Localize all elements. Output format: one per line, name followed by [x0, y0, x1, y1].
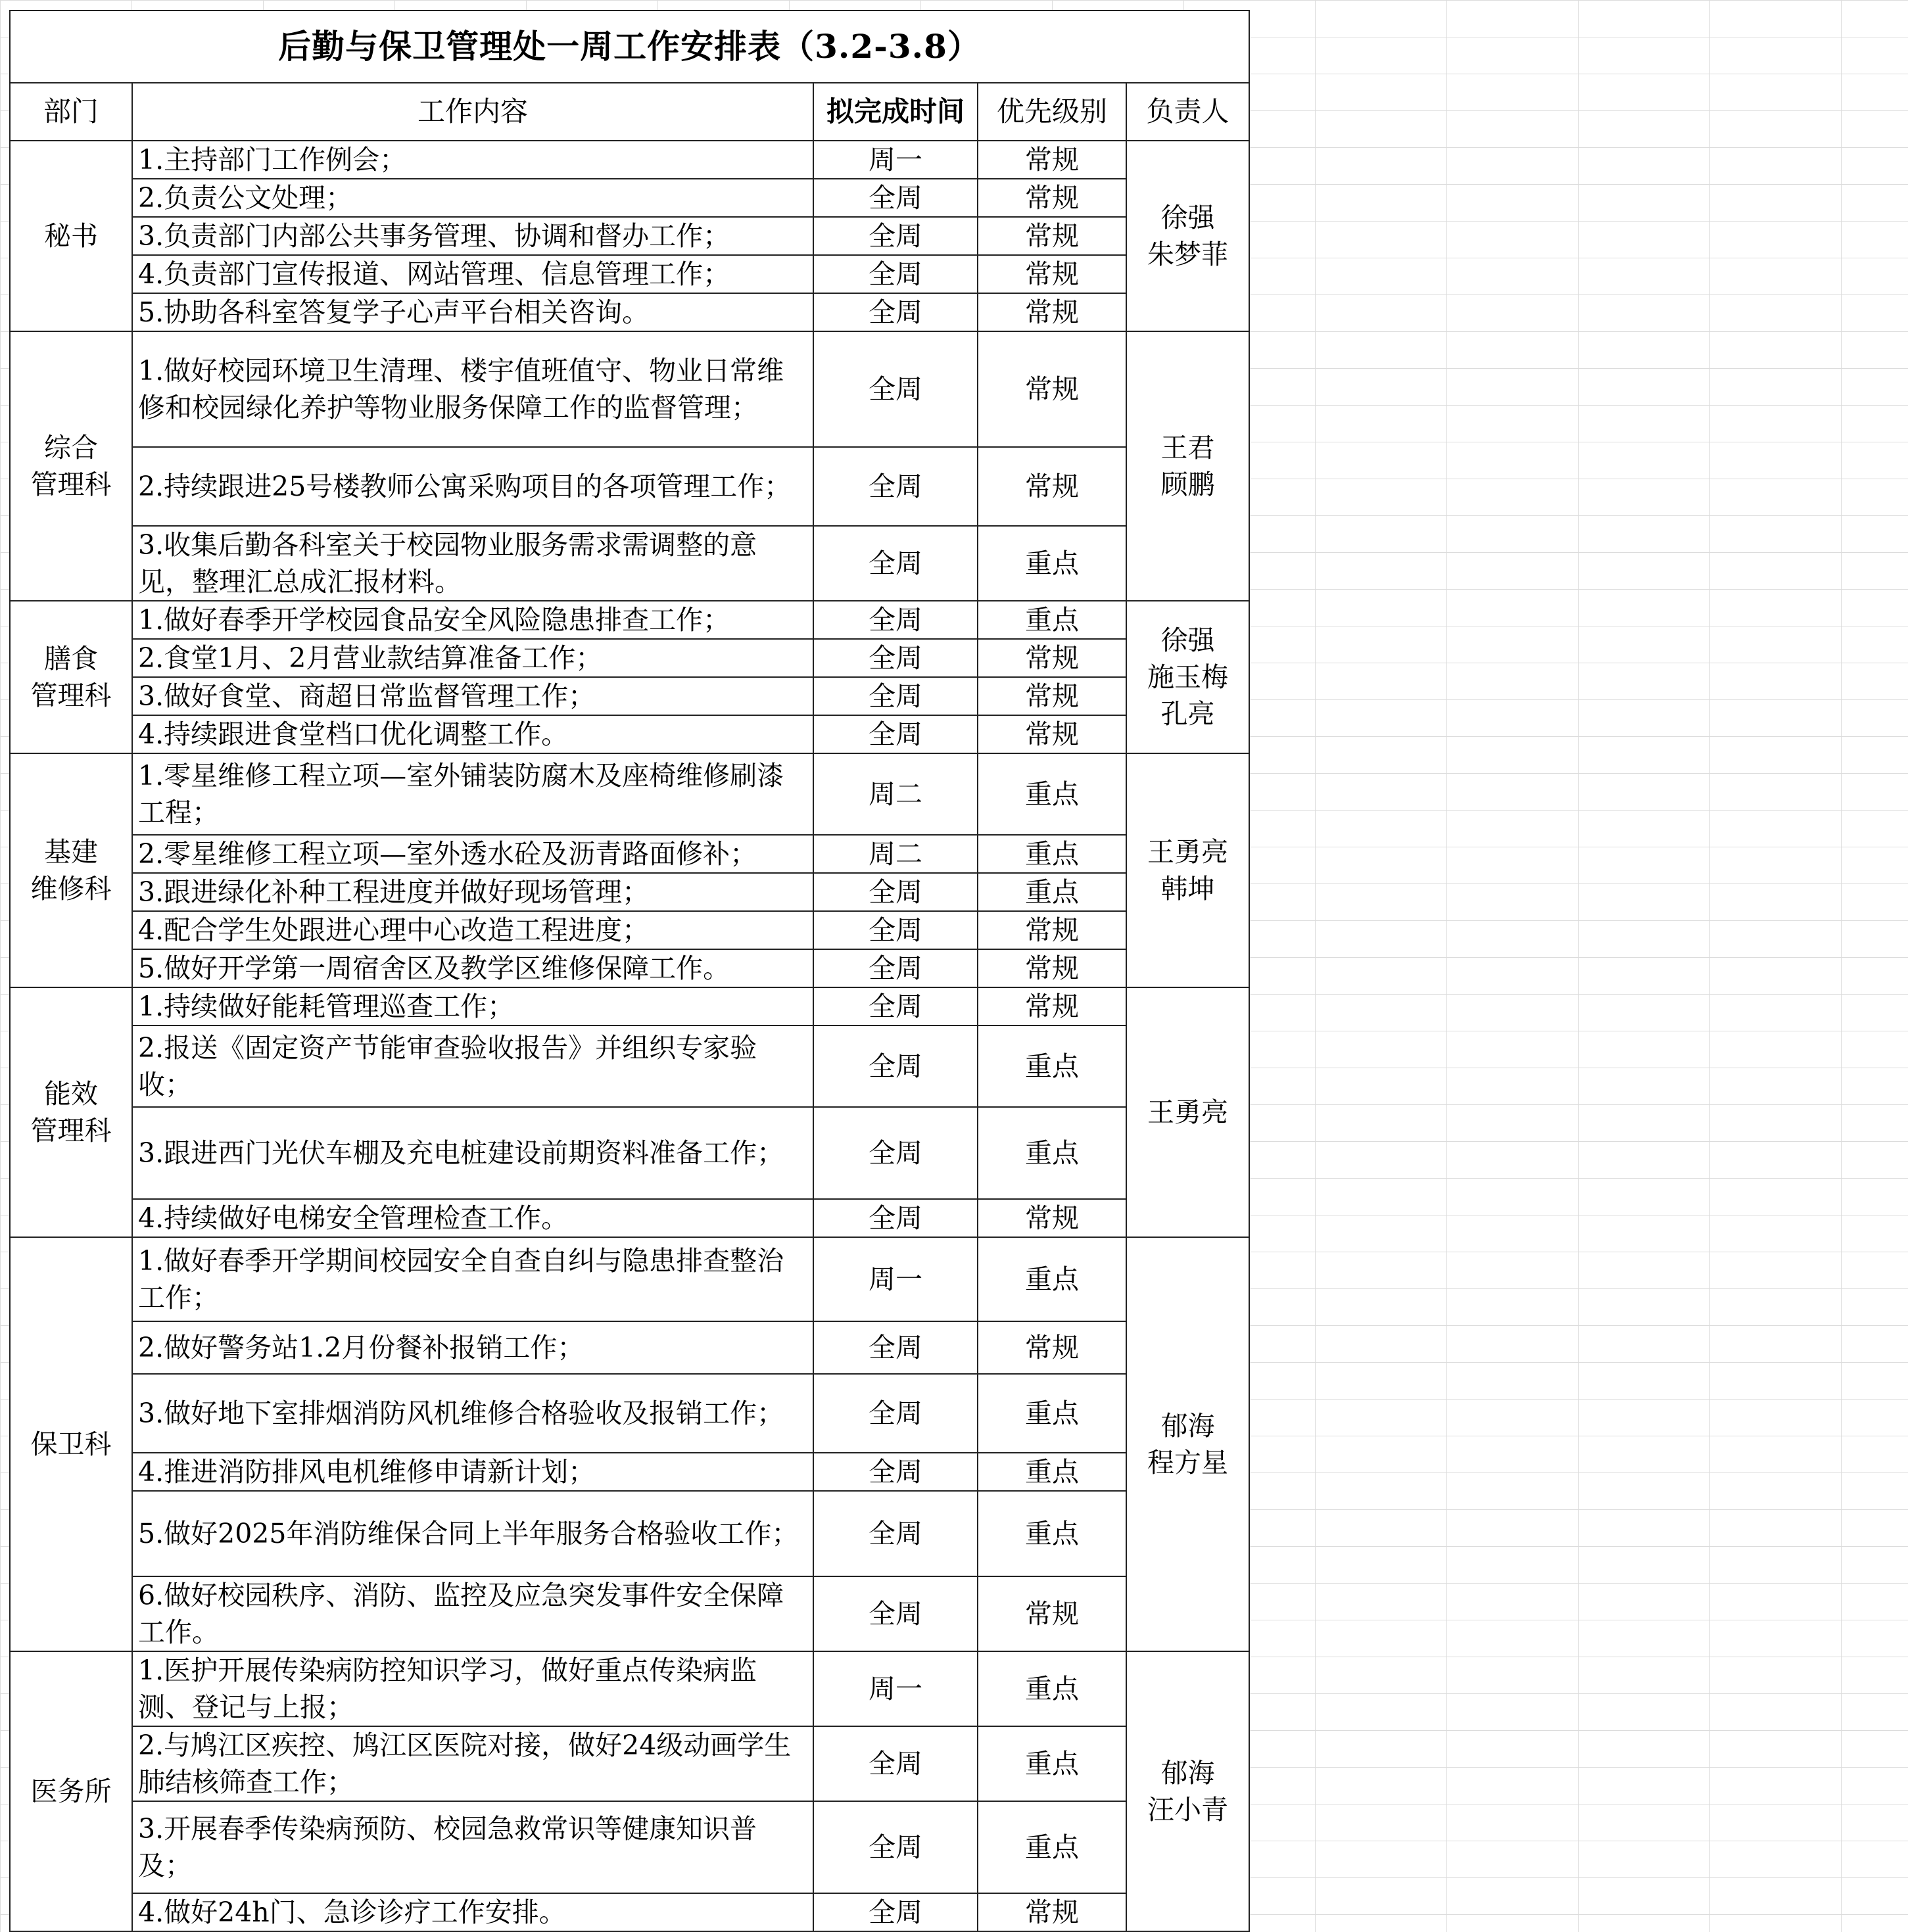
- task-content-cell[interactable]: 3.跟进绿化补种工程进度并做好现场管理；: [132, 873, 813, 911]
- owner-name: 程方星: [1147, 1447, 1229, 1478]
- dept-name-line: 维修科: [30, 873, 112, 905]
- dept-name-line: 管理科: [30, 1115, 112, 1146]
- priority-cell[interactable]: 重点: [978, 1107, 1126, 1199]
- due-time-cell[interactable]: 全周: [813, 639, 978, 677]
- dept-name-line: 医务所: [30, 1776, 112, 1807]
- priority-cell[interactable]: 重点: [978, 835, 1126, 873]
- task-content-cell[interactable]: 3.做好食堂、商超日常监督管理工作；: [132, 677, 813, 715]
- task-content-cell[interactable]: 4.做好24h门、急诊诊疗工作安排。: [132, 1893, 813, 1931]
- priority-cell[interactable]: 常规: [978, 677, 1126, 715]
- priority-cell[interactable]: 重点: [978, 753, 1126, 835]
- owner-name: 孔亮: [1160, 698, 1215, 730]
- dept-cell[interactable]: [10, 1237, 132, 1651]
- task-content-cell[interactable]: 6.做好校园秩序、消防、监控及应急突发事件安全保障工作。: [132, 1576, 813, 1651]
- dept-name-line: 基建: [44, 836, 98, 868]
- table-row: [10, 1893, 1249, 1931]
- table-row: [10, 601, 1249, 639]
- due-time-cell[interactable]: 全周: [813, 1453, 978, 1491]
- owner-name: 朱梦菲: [1147, 239, 1229, 270]
- priority-cell[interactable]: 常规: [978, 447, 1126, 526]
- due-time-cell[interactable]: 全周: [813, 179, 978, 217]
- dept-cell[interactable]: [10, 1651, 132, 1931]
- header-row: [10, 83, 1249, 141]
- due-time-cell[interactable]: 全周: [813, 873, 978, 911]
- dept-name-line: 管理科: [30, 680, 112, 711]
- due-time-cell[interactable]: 全周: [813, 1491, 978, 1576]
- table-row: [10, 141, 1249, 179]
- schedule-table: [9, 10, 1250, 1932]
- table-row: [10, 1199, 1249, 1237]
- dept-name-line: 能效: [44, 1078, 98, 1110]
- due-time-cell[interactable]: 全周: [813, 255, 978, 293]
- priority-cell[interactable]: 常规: [978, 255, 1126, 293]
- table-row: [10, 1321, 1249, 1374]
- owner-name: 王勇亮: [1147, 836, 1229, 868]
- task-content-cell[interactable]: 2.食堂1月、2月营业款结算准备工作；: [132, 639, 813, 677]
- dept-cell[interactable]: [10, 601, 132, 753]
- task-content-cell[interactable]: 2.做好警务站1.2月份餐补报销工作；: [132, 1321, 813, 1374]
- header-due[interactable]: 拟完成时间: [813, 83, 978, 141]
- priority-cell[interactable]: 重点: [978, 1237, 1126, 1321]
- priority-cell[interactable]: 常规: [978, 1199, 1126, 1237]
- owner-name: 郁海: [1160, 1757, 1215, 1789]
- table-row: [10, 1726, 1249, 1801]
- dept-name-line: 保卫科: [30, 1428, 112, 1460]
- task-content-cell[interactable]: 1.医护开展传染病防控知识学习，做好重点传染病监测、登记与上报；: [132, 1651, 813, 1726]
- dept-name-line: 管理科: [30, 469, 112, 500]
- schedule-body: [10, 141, 1249, 1931]
- priority-cell[interactable]: 常规: [978, 331, 1126, 447]
- priority-cell[interactable]: 常规: [978, 141, 1126, 179]
- table-row: [10, 255, 1249, 293]
- due-time-cell[interactable]: 全周: [813, 677, 978, 715]
- due-time-cell[interactable]: 周二: [813, 753, 978, 835]
- dept-cell[interactable]: [10, 141, 132, 331]
- owner-name: 汪小青: [1147, 1794, 1229, 1826]
- table-row: [10, 1801, 1249, 1893]
- due-time-cell[interactable]: 全周: [813, 911, 978, 949]
- priority-cell[interactable]: 常规: [978, 1576, 1126, 1651]
- due-time-cell[interactable]: 周一: [813, 1651, 978, 1726]
- table-row: [10, 639, 1249, 677]
- header-priority[interactable]: 优先级别: [978, 83, 1126, 141]
- table-row: [10, 835, 1249, 873]
- task-content-cell[interactable]: 4.持续做好电梯安全管理检查工作。: [132, 1199, 813, 1237]
- table-row: [10, 1107, 1249, 1199]
- due-time-cell[interactable]: 周一: [813, 141, 978, 179]
- priority-cell[interactable]: 重点: [978, 873, 1126, 911]
- owner-cell[interactable]: [1126, 331, 1249, 601]
- table-row: [10, 715, 1249, 753]
- task-content-cell[interactable]: 3.负责部门内部公共事务管理、协调和督办工作；: [132, 217, 813, 255]
- task-content-cell[interactable]: 1.主持部门工作例会；: [132, 141, 813, 179]
- due-time-cell[interactable]: 全周: [813, 1374, 978, 1453]
- priority-cell[interactable]: 重点: [978, 1491, 1126, 1576]
- task-content-cell[interactable]: 3.跟进西门光伏车棚及充电桩建设前期资料准备工作；: [132, 1107, 813, 1199]
- table-row: [10, 217, 1249, 255]
- task-content-cell[interactable]: 4.配合学生处跟进心理中心改造工程进度；: [132, 911, 813, 949]
- due-time-cell[interactable]: 全周: [813, 1321, 978, 1374]
- due-time-cell[interactable]: 全周: [813, 331, 978, 447]
- priority-cell[interactable]: 重点: [978, 1651, 1126, 1726]
- table-row: [10, 911, 1249, 949]
- table-row: [10, 179, 1249, 217]
- priority-cell[interactable]: 常规: [978, 949, 1126, 987]
- due-time-cell[interactable]: 全周: [813, 217, 978, 255]
- task-content-cell[interactable]: 2.与鸠江区疾控、鸠江区医院对接，做好24级动画学生肺结核筛查工作；: [132, 1726, 813, 1801]
- task-content-cell[interactable]: 3.做好地下室排烟消防风机维修合格验收及报销工作；: [132, 1374, 813, 1453]
- owner-name: 韩坤: [1160, 873, 1215, 905]
- due-time-cell[interactable]: 全周: [813, 715, 978, 753]
- task-content-cell[interactable]: 2.报送《固定资产节能审查验收报告》并组织专家验收；: [132, 1025, 813, 1107]
- owner-name: 徐强: [1160, 624, 1215, 656]
- table-row: [10, 1491, 1249, 1576]
- task-content-cell[interactable]: 3.开展春季传染病预防、校园急救常识等健康知识普及；: [132, 1801, 813, 1893]
- task-content-cell[interactable]: 2.负责公文处理；: [132, 179, 813, 217]
- due-time-cell[interactable]: 全周: [813, 1576, 978, 1651]
- dept-name-line: 综合: [44, 432, 98, 463]
- table-row: [10, 873, 1249, 911]
- due-time-cell[interactable]: 全周: [813, 1726, 978, 1801]
- due-time-cell[interactable]: 全周: [813, 526, 978, 601]
- task-content-cell[interactable]: 2.持续跟进25号楼教师公寓采购项目的各项管理工作；: [132, 447, 813, 526]
- task-content-cell[interactable]: 5.协助各科室答复学子心声平台相关咨询。: [132, 293, 813, 331]
- task-content-cell[interactable]: 1.零星维修工程立项—室外铺装防腐木及座椅维修刷漆工程；: [132, 753, 813, 835]
- table-row: [10, 1453, 1249, 1491]
- task-content-cell[interactable]: 3.收集后勤各科室关于校园物业服务需求需调整的意见，整理汇总成汇报材料。: [132, 526, 813, 601]
- owner-cell[interactable]: [1126, 601, 1249, 753]
- sheet-title[interactable]: 后勤与保卫管理处一周工作安排表（3.2-3.8）: [10, 11, 1249, 83]
- task-content-cell[interactable]: 1.做好春季开学校园食品安全风险隐患排查工作；: [132, 601, 813, 639]
- table-row: [10, 1651, 1249, 1726]
- table-row: [10, 987, 1249, 1025]
- priority-cell[interactable]: 常规: [978, 639, 1126, 677]
- due-time-cell[interactable]: 周二: [813, 835, 978, 873]
- task-content-cell[interactable]: 2.零星维修工程立项—室外透水砼及沥青路面修补；: [132, 835, 813, 873]
- task-content-cell[interactable]: 1.持续做好能耗管理巡查工作；: [132, 987, 813, 1025]
- task-content-cell[interactable]: 4.推进消防排风电机维修申请新计划；: [132, 1453, 813, 1491]
- due-time-cell[interactable]: 全周: [813, 1025, 978, 1107]
- priority-cell[interactable]: 常规: [978, 293, 1126, 331]
- due-time-cell[interactable]: 全周: [813, 447, 978, 526]
- owner-name: 王君: [1160, 432, 1215, 463]
- owner-cell[interactable]: [1126, 753, 1249, 987]
- priority-cell[interactable]: 常规: [978, 987, 1126, 1025]
- priority-cell[interactable]: 常规: [978, 217, 1126, 255]
- header-dept[interactable]: 部门: [10, 83, 132, 141]
- owner-cell[interactable]: [1126, 987, 1249, 1237]
- table-row: [10, 447, 1249, 526]
- task-content-cell[interactable]: 4.负责部门宣传报道、网站管理、信息管理工作；: [132, 255, 813, 293]
- owner-name: 徐强: [1160, 202, 1215, 233]
- due-time-cell[interactable]: 全周: [813, 293, 978, 331]
- header-owner[interactable]: 负责人: [1126, 83, 1249, 141]
- owner-name: 施玉梅: [1147, 661, 1229, 693]
- priority-cell[interactable]: 重点: [978, 526, 1126, 601]
- owner-name: 王勇亮: [1147, 1096, 1229, 1128]
- owner-name: 顾鹏: [1160, 469, 1215, 500]
- dept-name-line: 秘书: [44, 220, 98, 252]
- priority-cell[interactable]: 重点: [978, 1374, 1126, 1453]
- header-content[interactable]: 工作内容: [132, 83, 813, 141]
- task-content-cell[interactable]: 5.做好开学第一周宿舍区及教学区维修保障工作。: [132, 949, 813, 987]
- due-time-cell[interactable]: 全周: [813, 1199, 978, 1237]
- priority-cell[interactable]: 重点: [978, 601, 1126, 639]
- table-row: [10, 526, 1249, 601]
- priority-cell[interactable]: 常规: [978, 179, 1126, 217]
- dept-cell[interactable]: [10, 331, 132, 601]
- task-content-cell[interactable]: 4.持续跟进食堂档口优化调整工作。: [132, 715, 813, 753]
- owner-name: 郁海: [1160, 1410, 1215, 1442]
- due-time-cell[interactable]: 全周: [813, 601, 978, 639]
- dept-cell[interactable]: [10, 987, 132, 1237]
- table-row: [10, 1025, 1249, 1107]
- priority-cell[interactable]: 重点: [978, 1726, 1126, 1801]
- priority-cell[interactable]: 常规: [978, 715, 1126, 753]
- task-content-cell[interactable]: 5.做好2025年消防维保合同上半年服务合格验收工作；: [132, 1491, 813, 1576]
- owner-cell[interactable]: [1126, 141, 1249, 331]
- priority-cell[interactable]: 常规: [978, 1321, 1126, 1374]
- due-time-cell[interactable]: 全周: [813, 1107, 978, 1199]
- table-row: [10, 753, 1249, 835]
- priority-cell[interactable]: 常规: [978, 1893, 1126, 1931]
- due-time-cell[interactable]: 全周: [813, 1801, 978, 1893]
- priority-cell[interactable]: 重点: [978, 1453, 1126, 1491]
- priority-cell[interactable]: 重点: [978, 1801, 1126, 1893]
- due-time-cell[interactable]: 全周: [813, 987, 978, 1025]
- dept-name-line: 膳食: [44, 643, 98, 674]
- table-row: [10, 1576, 1249, 1651]
- owner-cell[interactable]: [1126, 1237, 1249, 1651]
- priority-cell[interactable]: 重点: [978, 1025, 1126, 1107]
- dept-cell[interactable]: [10, 753, 132, 987]
- table-row: [10, 1374, 1249, 1453]
- due-time-cell[interactable]: 全周: [813, 949, 978, 987]
- table-row: [10, 677, 1249, 715]
- task-content-cell[interactable]: 1.做好春季开学期间校园安全自查自纠与隐患排查整治工作；: [132, 1237, 813, 1321]
- task-content-cell[interactable]: 1.做好校园环境卫生清理、楼宇值班值守、物业日常维修和校园绿化养护等物业服务保障工作的监督管理；: [132, 331, 813, 447]
- table-row: [10, 331, 1249, 447]
- table-row: [10, 1237, 1249, 1321]
- table-row: [10, 949, 1249, 987]
- table-row: [10, 293, 1249, 331]
- owner-cell[interactable]: [1126, 1651, 1249, 1931]
- due-time-cell[interactable]: 周一: [813, 1237, 978, 1321]
- priority-cell[interactable]: 常规: [978, 911, 1126, 949]
- due-time-cell[interactable]: 全周: [813, 1893, 978, 1931]
